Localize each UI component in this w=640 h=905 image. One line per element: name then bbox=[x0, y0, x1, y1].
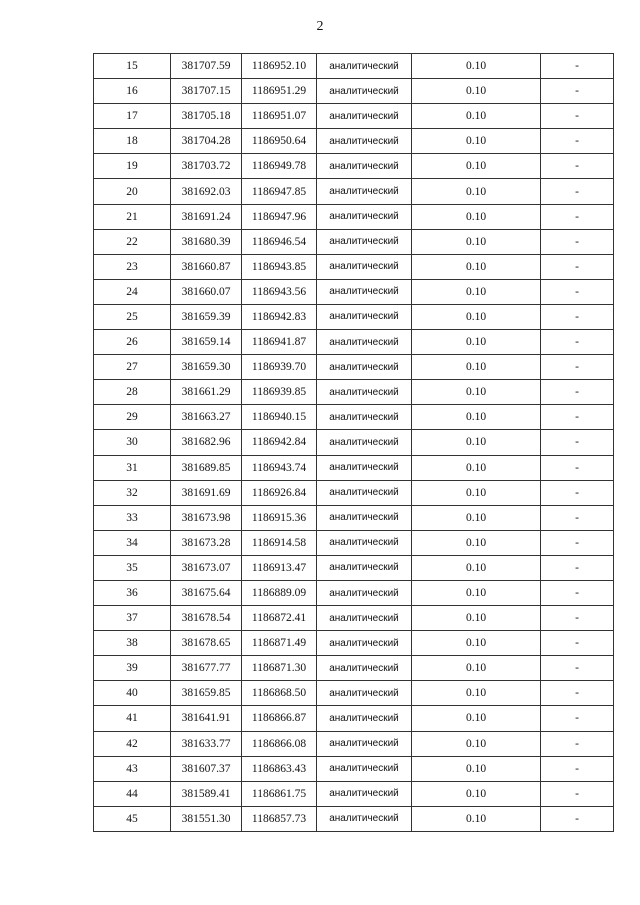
x-coordinate-cell: 381675.64 bbox=[171, 580, 242, 605]
accuracy-cell: 0.10 bbox=[412, 79, 541, 104]
extra-cell: - bbox=[541, 731, 614, 756]
extra-cell: - bbox=[541, 781, 614, 806]
table-row bbox=[94, 104, 614, 129]
y-coordinate-cell: 1186951.29 bbox=[242, 79, 317, 104]
point-number-cell: 31 bbox=[94, 455, 171, 480]
point-number-cell: 35 bbox=[94, 555, 171, 580]
y-coordinate-cell: 1186915.36 bbox=[242, 505, 317, 530]
point-number-cell: 39 bbox=[94, 656, 171, 681]
x-coordinate-cell: 381691.69 bbox=[171, 480, 242, 505]
x-coordinate-cell: 381663.27 bbox=[171, 405, 242, 430]
accuracy-cell: 0.10 bbox=[412, 505, 541, 530]
point-number-cell: 18 bbox=[94, 129, 171, 154]
accuracy-cell: 0.10 bbox=[412, 330, 541, 355]
accuracy-cell: 0.10 bbox=[412, 204, 541, 229]
point-number-cell: 22 bbox=[94, 229, 171, 254]
accuracy-cell: 0.10 bbox=[412, 229, 541, 254]
y-coordinate-cell: 1186946.54 bbox=[242, 229, 317, 254]
point-number-cell: 38 bbox=[94, 631, 171, 656]
y-coordinate-cell: 1186939.85 bbox=[242, 380, 317, 405]
accuracy-cell: 0.10 bbox=[412, 405, 541, 430]
method-cell: аналитический bbox=[317, 279, 412, 304]
y-coordinate-cell: 1186943.74 bbox=[242, 455, 317, 480]
x-coordinate-cell: 381660.87 bbox=[171, 254, 242, 279]
extra-cell: - bbox=[541, 480, 614, 505]
x-coordinate-cell: 381673.28 bbox=[171, 530, 242, 555]
y-coordinate-cell: 1186872.41 bbox=[242, 606, 317, 631]
y-coordinate-cell: 1186950.64 bbox=[242, 129, 317, 154]
point-number-cell: 25 bbox=[94, 304, 171, 329]
table-row bbox=[94, 580, 614, 605]
table-row bbox=[94, 79, 614, 104]
accuracy-cell: 0.10 bbox=[412, 279, 541, 304]
point-number-cell: 37 bbox=[94, 606, 171, 631]
y-coordinate-cell: 1186861.75 bbox=[242, 781, 317, 806]
accuracy-cell: 0.10 bbox=[412, 380, 541, 405]
accuracy-cell: 0.10 bbox=[412, 656, 541, 681]
extra-cell: - bbox=[541, 304, 614, 329]
method-cell: аналитический bbox=[317, 104, 412, 129]
method-cell: аналитический bbox=[317, 54, 412, 79]
point-number-cell: 45 bbox=[94, 806, 171, 831]
x-coordinate-cell: 381703.72 bbox=[171, 154, 242, 179]
extra-cell: - bbox=[541, 430, 614, 455]
accuracy-cell: 0.10 bbox=[412, 154, 541, 179]
method-cell: аналитический bbox=[317, 706, 412, 731]
table-row bbox=[94, 405, 614, 430]
x-coordinate-cell: 381659.14 bbox=[171, 330, 242, 355]
extra-cell: - bbox=[541, 79, 614, 104]
point-number-cell: 44 bbox=[94, 781, 171, 806]
y-coordinate-cell: 1186941.87 bbox=[242, 330, 317, 355]
method-cell: аналитический bbox=[317, 304, 412, 329]
table-row bbox=[94, 355, 614, 380]
table-row bbox=[94, 806, 614, 831]
x-coordinate-cell: 381551.30 bbox=[171, 806, 242, 831]
method-cell: аналитический bbox=[317, 154, 412, 179]
point-number-cell: 21 bbox=[94, 204, 171, 229]
extra-cell: - bbox=[541, 355, 614, 380]
accuracy-cell: 0.10 bbox=[412, 430, 541, 455]
accuracy-cell: 0.10 bbox=[412, 179, 541, 204]
table-row bbox=[94, 505, 614, 530]
x-coordinate-cell: 381689.85 bbox=[171, 455, 242, 480]
method-cell: аналитический bbox=[317, 806, 412, 831]
point-number-cell: 42 bbox=[94, 731, 171, 756]
table-row bbox=[94, 631, 614, 656]
method-cell: аналитический bbox=[317, 355, 412, 380]
accuracy-cell: 0.10 bbox=[412, 530, 541, 555]
extra-cell: - bbox=[541, 330, 614, 355]
point-number-cell: 32 bbox=[94, 480, 171, 505]
y-coordinate-cell: 1186951.07 bbox=[242, 104, 317, 129]
point-number-cell: 36 bbox=[94, 580, 171, 605]
table-row bbox=[94, 656, 614, 681]
method-cell: аналитический bbox=[317, 781, 412, 806]
y-coordinate-cell: 1186952.10 bbox=[242, 54, 317, 79]
point-number-cell: 15 bbox=[94, 54, 171, 79]
table-row bbox=[94, 380, 614, 405]
method-cell: аналитический bbox=[317, 430, 412, 455]
accuracy-cell: 0.10 bbox=[412, 731, 541, 756]
table-row bbox=[94, 154, 614, 179]
y-coordinate-cell: 1186943.56 bbox=[242, 279, 317, 304]
accuracy-cell: 0.10 bbox=[412, 580, 541, 605]
accuracy-cell: 0.10 bbox=[412, 355, 541, 380]
point-number-cell: 41 bbox=[94, 706, 171, 731]
method-cell: аналитический bbox=[317, 606, 412, 631]
method-cell: аналитический bbox=[317, 405, 412, 430]
x-coordinate-cell: 381682.96 bbox=[171, 430, 242, 455]
extra-cell: - bbox=[541, 606, 614, 631]
table-row bbox=[94, 606, 614, 631]
extra-cell: - bbox=[541, 555, 614, 580]
coordinates-table bbox=[93, 53, 614, 832]
extra-cell: - bbox=[541, 706, 614, 731]
coordinates-table-body bbox=[94, 54, 614, 832]
method-cell: аналитический bbox=[317, 455, 412, 480]
extra-cell: - bbox=[541, 279, 614, 304]
extra-cell: - bbox=[541, 380, 614, 405]
y-coordinate-cell: 1186942.83 bbox=[242, 304, 317, 329]
table-row bbox=[94, 430, 614, 455]
extra-cell: - bbox=[541, 204, 614, 229]
extra-cell: - bbox=[541, 229, 614, 254]
y-coordinate-cell: 1186942.84 bbox=[242, 430, 317, 455]
accuracy-cell: 0.10 bbox=[412, 304, 541, 329]
method-cell: аналитический bbox=[317, 254, 412, 279]
table-row bbox=[94, 229, 614, 254]
x-coordinate-cell: 381707.59 bbox=[171, 54, 242, 79]
point-number-cell: 23 bbox=[94, 254, 171, 279]
extra-cell: - bbox=[541, 530, 614, 555]
accuracy-cell: 0.10 bbox=[412, 781, 541, 806]
y-coordinate-cell: 1186913.47 bbox=[242, 555, 317, 580]
method-cell: аналитический bbox=[317, 79, 412, 104]
extra-cell: - bbox=[541, 656, 614, 681]
method-cell: аналитический bbox=[317, 179, 412, 204]
extra-cell: - bbox=[541, 179, 614, 204]
extra-cell: - bbox=[541, 129, 614, 154]
x-coordinate-cell: 381691.24 bbox=[171, 204, 242, 229]
point-number-cell: 43 bbox=[94, 756, 171, 781]
table-row bbox=[94, 555, 614, 580]
accuracy-cell: 0.10 bbox=[412, 455, 541, 480]
extra-cell: - bbox=[541, 806, 614, 831]
x-coordinate-cell: 381659.39 bbox=[171, 304, 242, 329]
accuracy-cell: 0.10 bbox=[412, 555, 541, 580]
method-cell: аналитический bbox=[317, 631, 412, 656]
method-cell: аналитический bbox=[317, 555, 412, 580]
point-number-cell: 33 bbox=[94, 505, 171, 530]
table-row bbox=[94, 781, 614, 806]
table-row bbox=[94, 330, 614, 355]
x-coordinate-cell: 381677.77 bbox=[171, 656, 242, 681]
y-coordinate-cell: 1186914.58 bbox=[242, 530, 317, 555]
method-cell: аналитический bbox=[317, 756, 412, 781]
accuracy-cell: 0.10 bbox=[412, 706, 541, 731]
point-number-cell: 34 bbox=[94, 530, 171, 555]
method-cell: аналитический bbox=[317, 505, 412, 530]
x-coordinate-cell: 381705.18 bbox=[171, 104, 242, 129]
table-row bbox=[94, 530, 614, 555]
table-row bbox=[94, 179, 614, 204]
method-cell: аналитический bbox=[317, 731, 412, 756]
y-coordinate-cell: 1186866.08 bbox=[242, 731, 317, 756]
table-row bbox=[94, 304, 614, 329]
x-coordinate-cell: 381678.54 bbox=[171, 606, 242, 631]
point-number-cell: 28 bbox=[94, 380, 171, 405]
y-coordinate-cell: 1186863.43 bbox=[242, 756, 317, 781]
method-cell: аналитический bbox=[317, 530, 412, 555]
point-number-cell: 40 bbox=[94, 681, 171, 706]
method-cell: аналитический bbox=[317, 580, 412, 605]
page-number: 2 bbox=[316, 19, 324, 34]
extra-cell: - bbox=[541, 756, 614, 781]
method-cell: аналитический bbox=[317, 380, 412, 405]
method-cell: аналитический bbox=[317, 681, 412, 706]
point-number-cell: 24 bbox=[94, 279, 171, 304]
point-number-cell: 29 bbox=[94, 405, 171, 430]
point-number-cell: 16 bbox=[94, 79, 171, 104]
table-row bbox=[94, 731, 614, 756]
x-coordinate-cell: 381607.37 bbox=[171, 756, 242, 781]
point-number-cell: 20 bbox=[94, 179, 171, 204]
point-number-cell: 17 bbox=[94, 104, 171, 129]
table-row bbox=[94, 279, 614, 304]
method-cell: аналитический bbox=[317, 480, 412, 505]
y-coordinate-cell: 1186940.15 bbox=[242, 405, 317, 430]
y-coordinate-cell: 1186947.85 bbox=[242, 179, 317, 204]
y-coordinate-cell: 1186871.30 bbox=[242, 656, 317, 681]
method-cell: аналитический bbox=[317, 129, 412, 154]
extra-cell: - bbox=[541, 104, 614, 129]
extra-cell: - bbox=[541, 631, 614, 656]
table-row bbox=[94, 681, 614, 706]
x-coordinate-cell: 381680.39 bbox=[171, 229, 242, 254]
table-row bbox=[94, 455, 614, 480]
point-number-cell: 26 bbox=[94, 330, 171, 355]
y-coordinate-cell: 1186866.87 bbox=[242, 706, 317, 731]
accuracy-cell: 0.10 bbox=[412, 606, 541, 631]
point-number-cell: 19 bbox=[94, 154, 171, 179]
table-row bbox=[94, 756, 614, 781]
extra-cell: - bbox=[541, 505, 614, 530]
extra-cell: - bbox=[541, 681, 614, 706]
x-coordinate-cell: 381707.15 bbox=[171, 79, 242, 104]
extra-cell: - bbox=[541, 405, 614, 430]
y-coordinate-cell: 1186943.85 bbox=[242, 254, 317, 279]
accuracy-cell: 0.10 bbox=[412, 681, 541, 706]
x-coordinate-cell: 381692.03 bbox=[171, 179, 242, 204]
y-coordinate-cell: 1186949.78 bbox=[242, 154, 317, 179]
method-cell: аналитический bbox=[317, 229, 412, 254]
method-cell: аналитический bbox=[317, 204, 412, 229]
y-coordinate-cell: 1186939.70 bbox=[242, 355, 317, 380]
x-coordinate-cell: 381659.85 bbox=[171, 681, 242, 706]
method-cell: аналитический bbox=[317, 656, 412, 681]
extra-cell: - bbox=[541, 254, 614, 279]
accuracy-cell: 0.10 bbox=[412, 806, 541, 831]
y-coordinate-cell: 1186947.96 bbox=[242, 204, 317, 229]
accuracy-cell: 0.10 bbox=[412, 480, 541, 505]
accuracy-cell: 0.10 bbox=[412, 129, 541, 154]
extra-cell: - bbox=[541, 154, 614, 179]
method-cell: аналитический bbox=[317, 330, 412, 355]
table-row bbox=[94, 706, 614, 731]
table-row bbox=[94, 480, 614, 505]
extra-cell: - bbox=[541, 54, 614, 79]
accuracy-cell: 0.10 bbox=[412, 54, 541, 79]
x-coordinate-cell: 381633.77 bbox=[171, 731, 242, 756]
x-coordinate-cell: 381704.28 bbox=[171, 129, 242, 154]
y-coordinate-cell: 1186889.09 bbox=[242, 580, 317, 605]
x-coordinate-cell: 381678.65 bbox=[171, 631, 242, 656]
accuracy-cell: 0.10 bbox=[412, 631, 541, 656]
x-coordinate-cell: 381589.41 bbox=[171, 781, 242, 806]
accuracy-cell: 0.10 bbox=[412, 254, 541, 279]
table-row bbox=[94, 204, 614, 229]
point-number-cell: 30 bbox=[94, 430, 171, 455]
x-coordinate-cell: 381660.07 bbox=[171, 279, 242, 304]
extra-cell: - bbox=[541, 455, 614, 480]
table-row bbox=[94, 129, 614, 154]
accuracy-cell: 0.10 bbox=[412, 756, 541, 781]
point-number-cell: 27 bbox=[94, 355, 171, 380]
x-coordinate-cell: 381659.30 bbox=[171, 355, 242, 380]
x-coordinate-cell: 381641.91 bbox=[171, 706, 242, 731]
accuracy-cell: 0.10 bbox=[412, 104, 541, 129]
y-coordinate-cell: 1186868.50 bbox=[242, 681, 317, 706]
table-row bbox=[94, 254, 614, 279]
x-coordinate-cell: 381661.29 bbox=[171, 380, 242, 405]
x-coordinate-cell: 381673.98 bbox=[171, 505, 242, 530]
extra-cell: - bbox=[541, 580, 614, 605]
y-coordinate-cell: 1186857.73 bbox=[242, 806, 317, 831]
table-row bbox=[94, 54, 614, 79]
x-coordinate-cell: 381673.07 bbox=[171, 555, 242, 580]
y-coordinate-cell: 1186926.84 bbox=[242, 480, 317, 505]
y-coordinate-cell: 1186871.49 bbox=[242, 631, 317, 656]
